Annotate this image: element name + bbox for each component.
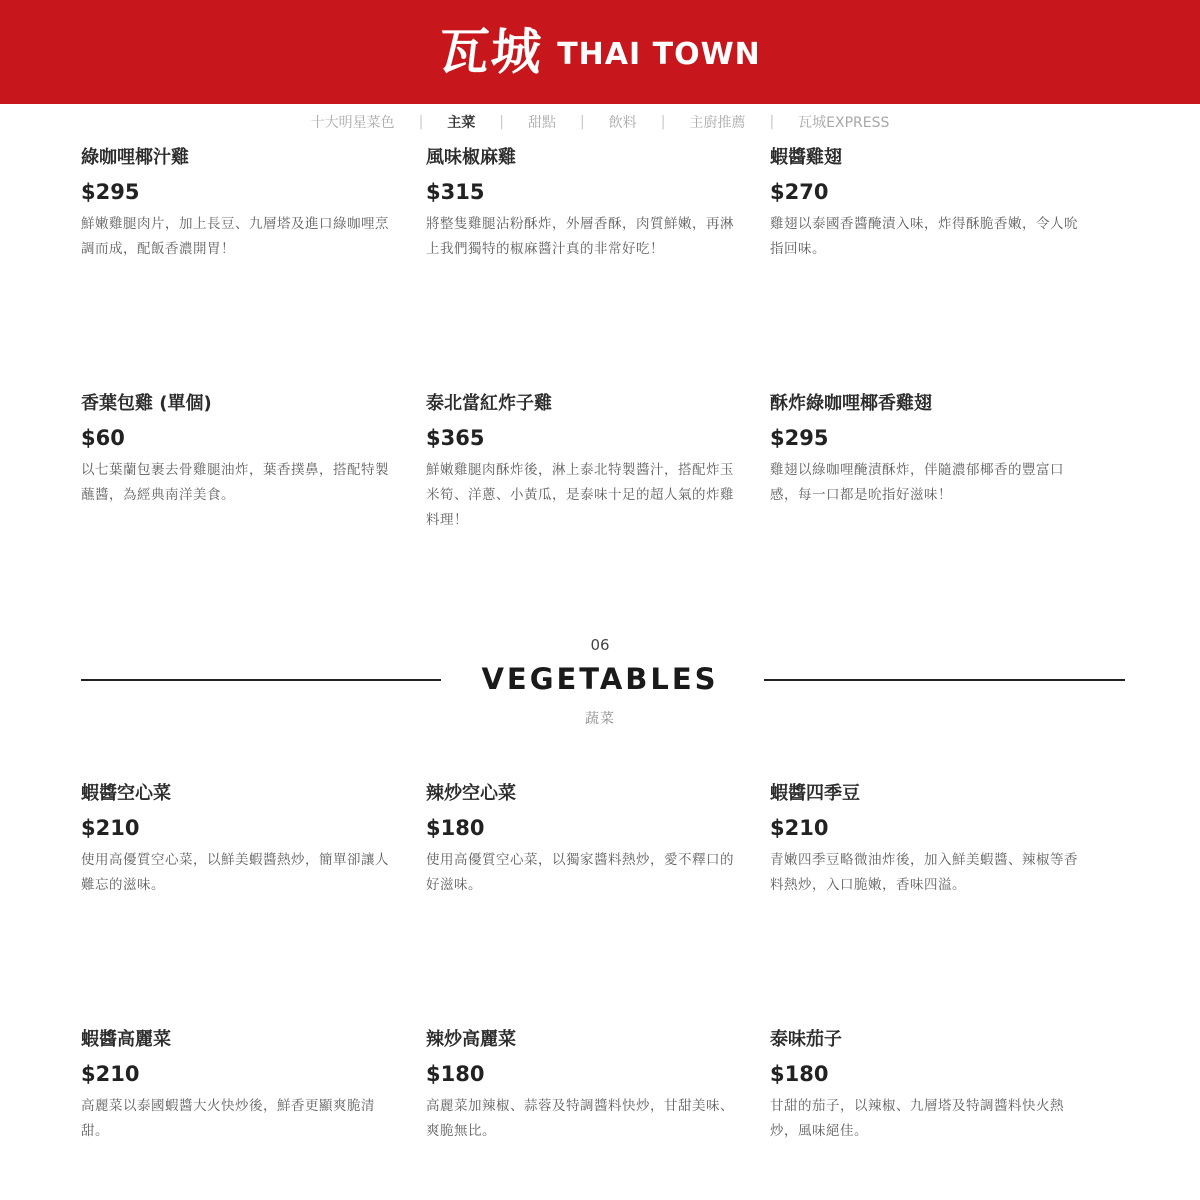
menu-item-card [81, 1029, 399, 1144]
menu-item-card [426, 783, 744, 898]
nav-separator: | [769, 114, 775, 130]
nav-separator: | [418, 114, 424, 130]
vegetables-section-heading [0, 632, 1200, 732]
dish-price: $60 [81, 426, 125, 450]
nav-separator: | [580, 114, 585, 130]
nav-item-top-ten-dishes[interactable]: 十大明星菜色 [310, 115, 395, 131]
dish-price: $210 [770, 816, 829, 840]
nav-separator: | [660, 114, 666, 130]
dish-name: 辣炒空心菜 [426, 783, 516, 804]
menu-item-card [426, 147, 744, 262]
dish-description: 雞翅以泰國香醬醃漬入味，炸得酥脆香嫩，令人吮指回味。 [770, 216, 1078, 257]
dish-price: $210 [81, 816, 140, 840]
section-title: VEGETABLES [481, 662, 719, 696]
dish-name: 綠咖哩椰汁雞 [81, 147, 189, 168]
nav-separator: | [499, 114, 505, 130]
dish-name: 辣炒高麗菜 [426, 1029, 516, 1050]
dish-name: 蝦醬空心菜 [81, 783, 171, 804]
menu-item-card [81, 147, 399, 262]
dish-description: 青嫩四季豆略微油炸後，加入鮮美蝦醬、辣椒等香料熱炒，入口脆嫩，香味四溢。 [770, 852, 1078, 893]
dish-description: 高麗菜以泰國蝦醬大火快炒後，鮮香更顯爽脆清甜。 [81, 1098, 375, 1139]
section-subtitle: 蔬菜 [585, 711, 615, 727]
dish-name: 泰味茄子 [770, 1029, 842, 1050]
thai-town-logo[interactable] [437, 23, 761, 81]
dish-description: 將整隻雞腿沾粉酥炸，外層香酥，肉質鮮嫩，再淋上我們獨特的椒麻醬汁真的非常好吃！ [426, 216, 734, 257]
dish-name: 酥炸綠咖哩椰香雞翅 [770, 393, 932, 414]
dish-price: $180 [770, 1062, 829, 1086]
logo-chinese-text: 瓦城 [437, 23, 546, 81]
nav-item-chef-recommends[interactable]: 主廚推薦 [689, 115, 746, 131]
menu-item-card [770, 393, 1088, 508]
dish-price: $180 [426, 1062, 485, 1086]
nav-item-desserts[interactable]: 甜點 [528, 115, 557, 131]
dish-description: 雞翅以綠咖哩醃漬酥炸，伴隨濃郁椰香的豐富口感，每一口都是吮指好滋味！ [770, 462, 1064, 503]
dish-description: 高麗菜加辣椒、蒜蓉及特調醬料快炒，甘甜美味、爽脆無比。 [426, 1098, 734, 1139]
menu-item-card [770, 783, 1088, 898]
dish-price: $180 [426, 816, 485, 840]
dish-price: $295 [770, 426, 829, 450]
dish-price: $210 [81, 1062, 140, 1086]
nav-item-main-dishes[interactable]: 主菜 [447, 115, 476, 131]
dish-description: 以七葉蘭包裹去骨雞腿油炸，葉香撲鼻，搭配特製蘸醬，為經典南洋美食。 [81, 462, 389, 503]
section-number: 06 [590, 636, 610, 654]
menu-item-card [770, 1029, 1088, 1144]
dish-price: $365 [426, 426, 485, 450]
dish-description: 甘甜的茄子，以辣椒、九層塔及特調醬料快火熱炒，風味絕佳。 [770, 1098, 1064, 1139]
menu-item-card [81, 393, 399, 508]
dish-price: $295 [81, 180, 140, 204]
menu-item-card [426, 1029, 744, 1144]
dish-description: 鮮嫩雞腿肉酥炸後，淋上泰北特製醬汁，搭配炸玉米筍、洋蔥、小黃瓜，是泰味十足的超人氣的炸雞料理！ [426, 462, 734, 528]
menu-item-card [426, 393, 744, 533]
menu-category-nav [0, 104, 1200, 140]
menu-item-card [770, 147, 1088, 262]
dish-price: $315 [426, 180, 485, 204]
dish-name: 蝦醬高麗菜 [81, 1029, 171, 1050]
dish-name: 泰北當紅炸子雞 [426, 393, 552, 414]
dish-name: 風味椒麻雞 [426, 147, 516, 168]
dish-description: 鮮嫩雞腿肉片，加上長豆、九層塔及進口綠咖哩烹調而成，配飯香濃開胃！ [81, 216, 389, 257]
dish-name: 蝦醬四季豆 [770, 783, 860, 804]
dish-description: 使用高優質空心菜，以獨家醬料熱炒，愛不釋口的好滋味。 [426, 852, 734, 893]
dish-price: $270 [770, 180, 829, 204]
logo-english-text: THAI TOWN [557, 37, 761, 72]
menu-item-card [81, 783, 399, 898]
dish-name: 香葉包雞 (單個) [81, 393, 212, 414]
nav-item-drinks[interactable]: 飲料 [608, 115, 637, 131]
dish-description: 使用高優質空心菜，以鮮美蝦醬熱炒，簡單卻讓人難忘的滋味。 [81, 852, 389, 893]
top-header-bar [0, 0, 1200, 104]
nav-item-express[interactable]: 瓦城EXPRESS [798, 115, 890, 131]
dish-name: 蝦醬雞翅 [770, 147, 842, 168]
